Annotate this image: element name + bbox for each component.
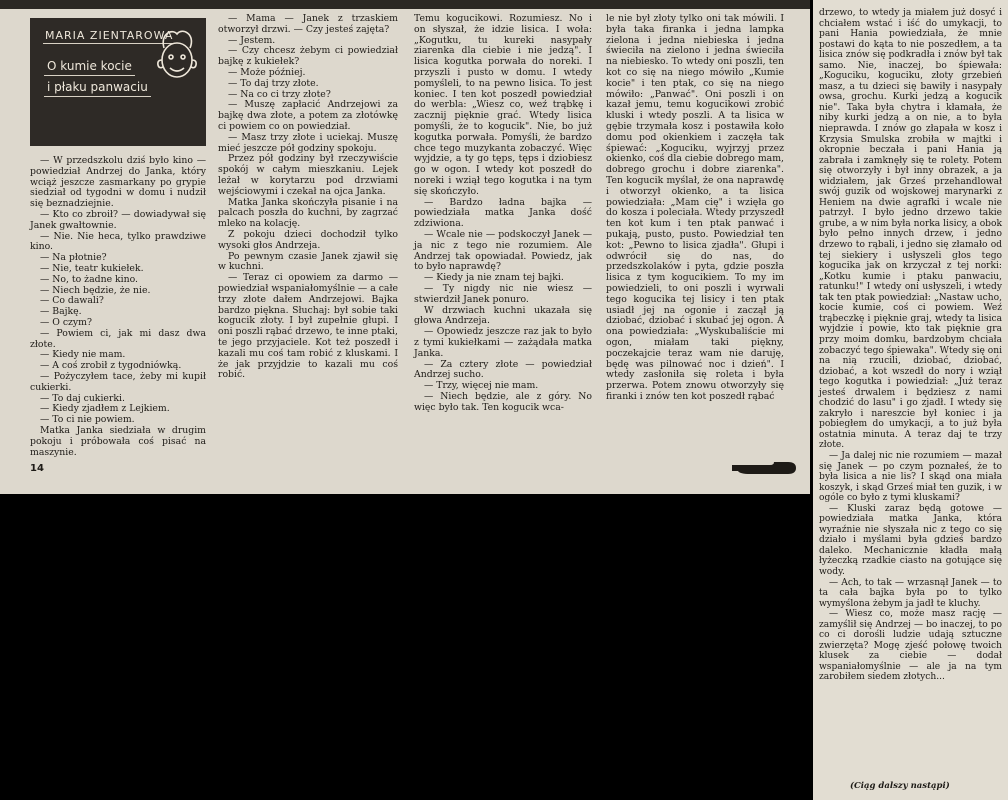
- paragraph: — Na co ci trzy złote?: [228, 88, 331, 100]
- paragraph: — A coś zrobił z tygodniówką.: [40, 360, 182, 372]
- title-box: [30, 18, 206, 146]
- paragraph: — Nie, teatr kukiełek.: [40, 262, 144, 274]
- paragraph: Z pokoju dzieci dochodził tylko wysoki głos Andrzeja.: [218, 228, 398, 251]
- paragraph: — Niech będzie, że nie.: [40, 284, 151, 296]
- paragraph: — Jestem.: [228, 34, 276, 46]
- face-drawing-icon: [152, 24, 202, 88]
- paragraph: — No, to żadne kino.: [40, 273, 139, 285]
- text-column-3: [414, 14, 592, 413]
- text-column-2: [218, 14, 398, 381]
- top-rule: [0, 0, 810, 9]
- author-name: MARIA ZIENTAROWA: [45, 29, 174, 42]
- paragraph: — Masz trzy złote i uciekaj. Muszę mieć jeszcze pół godziny spokoju.: [218, 131, 398, 154]
- paragraph: — Może później.: [228, 66, 306, 78]
- paragraph: — Niech będzie, ale z góry. No więc było tak. Ten kogucik wca-: [414, 390, 592, 413]
- paragraph: le nie był złoty tylko oni tak mówili. I była taka firanka i jedna lampka zielona i jedna niebieska i jedna świeciła na zielono i jedna świeciła na niebiesko. To wtedy oni poszli, ten kot co się na niego mówiło „Kumie kocie" i ten ptak, co się na niego mówiło: „Panwać". Oni poszli i on kazał jemu, temu kogucikowi zrobić kluski i wtedy poszli. A ta lisica w gębie trzymała kosz i postawiła koło domu pod okienkiem i zaczęła tak śpiewać: „Koguciku, wyjrzyj przez okienko, coś dla ciebie dobrego mam, dobrego grochu i dobre ziarenka". Ten kogucik myślał, że ona naprawdę i otworzył okienko, a ta lisica powiedziała: „Mam cię" i wzięła go do kosza i poleciała. Wtedy przyszedł ten kot kum i ten ptak panwać i pukają, pusto, pusto. Powiedział ten kot: „Pewno to lisica zjadła". Głupi i odwrócił się do nas, do przedszkolaków i pyta, gdzie poszła lisica z tym kogucikiem. To my im powiedzieli, to oni poszli i wyrwali tego kogucika tej lisicy i ten ptak usiadł jej na ogonie i zaczął ją dziobać, dziobać i skubać jej ogon. A ona powiedziała: „Wyskubaliście mi ogon, miałam taki piękny, poczekajcie teraz wam nie daruję, będę was pilnować noc i dzień". I wtedy zasłoniła się roleta i była przerwa. Potem znowu otworzyły się firanki i znów ten kot poszedł rąbać: [606, 13, 784, 402]
- story-title-line2: i płaku panwaciu: [44, 79, 151, 97]
- paragraph: — Kiedy nie mam.: [40, 349, 126, 361]
- paragraph: — Bardzo ładna bajka — powiedziała matka Janka dość zdziwiona.: [414, 196, 592, 230]
- paragraph: — Kiedy ja nie znam tej bajki.: [424, 272, 564, 284]
- text-column-5: [819, 8, 1002, 683]
- paragraph: Matka Janka skończyła pisanie i na palcach poszła do kuchni, by zagrzać mleko na kolację.: [218, 196, 398, 230]
- paragraph: — Bajkę.: [40, 306, 82, 318]
- paragraph: — Czy chcesz żebym ci powiedział bajkę z kukiełek?: [218, 45, 398, 68]
- paragraph: — W przedszkolu dziś było kino — powiedział Andrzej do Janka, który wciąż jeszcze zasmarkany po grypie siedział od tygodni w domu i nudził się beznadziejnie.: [30, 155, 206, 210]
- paragraph: — Na płotnie?: [40, 252, 107, 264]
- paragraph: Po pewnym czasie Janek zjawił się w kuchni.: [218, 250, 398, 273]
- paragraph: — Opowiedz jeszcze raz jak to było z tymi kukiełkami — zażądała matka Janka.: [414, 326, 592, 359]
- paragraph: — Co dawali?: [40, 295, 104, 307]
- paragraph: — Ach, to tak — wrzasnął Janek — to ta cała bajka była po to tylko wymyślona żebym ja jadł te kluchy.: [819, 577, 1002, 609]
- paragraph: Przez pół godziny był rzeczywiście spokój w całym mieszkaniu. Lejek leżał w korytarzu pod drzwiami wejściowymi i czekał na ojca Janka.: [218, 153, 398, 197]
- text-column-4: [606, 14, 784, 403]
- paragraph: — Ty nigdy nic nie wiesz — stwierdził Janek ponuro.: [414, 282, 592, 305]
- paragraph: — Pożyczyłem tace, żeby mi kupił cukierki.: [30, 370, 206, 393]
- paragraph: — Za cztery złote — powiedział Andrzej sucho.: [414, 358, 592, 381]
- paragraph: drzewo, to wtedy ja miałem już dosyć i chciałem wstać i iść do umykacji, to pani Hania powiedziała, że mnie postawi do kąta to nie poszedłem, a ta lisica znów się podkradła i znów był tak samo. Nie, inaczej, bo śpiewała: „Koguciku, koguciku, złoty grzebień masz, a tu dzieci się bawiły i nasypały owsa, grochu. Kurki jedzą a kogucik nie". Taka była chytra i kłamała, że niby kurki jedzą a on nie, a to była nieprawda. I znów go złapała w kosz i Krzysia Smulska zrobiła w majtki i okropnie beczała i pani Hania ją zabrała i zamknęły się te rolety. Potem się otworzyły i był inny obrazek, a ja widziałem, jak Grześ przehandlował swój guzik od wojskowej marynarki z Heniem na dwie agrafki i wcale nie patrzył. I było jedno drzewo takie grube, a w nim była norka lisicy, a obok było pełno innych drzew, i jedno drzewo to rąbali, i jedno się złamało od tej siekiery i usłyszeli głos tego kogucika jak on krzyczał z tej norki: „Kotku kumie i ptaku panwaciu, ratunku!" I wtedy oni usłyszeli, i wtedy tak ten ptak powiedział: „Nastaw ucho, kocie kumie, coś ci powiem. Weź trąbeczkę i pięknie graj, wtedy ta lisica wyjdzie i powie, kto tak pięknie gra przy moim domku, bardzobym chciała zobaczyć tego śpiewaka". Wtedy się oni na nią rzucili, dziobać, dziobać, dziobać, a kot wszedł do nory i wziął tego kogutka i powiedział: „Już teraz jesteś drwalem i będziesz z nami chodzić do lasu" i go zjadł. I wtedy się zakryło i nareszcie był koniec i ja pobiegłem do umykacji, a to już była ostatnia minuta. A teraz daj te trzy złote.: [819, 8, 1002, 451]
- paragraph: — To ci nie powiem.: [40, 414, 135, 426]
- paragraph: Matka Janka siedziała w drugim pokoju i próbowała coś pisać na maszynie.: [30, 424, 206, 458]
- page-number: 14: [30, 463, 44, 474]
- paragraph: Temu kogucikowi. Rozumiesz. No i on słyszał, że idzie lisica. I woła: „Kogutku, tu kureki nasypały ziarenka dla ciebie i nie jedzą". I lisica kogutka porwała do noreki. I przyszli i pusto w domu. I wtedy pomyśleli, to na pewno lisica. To jest koniec. I ten kot poszedł powiedział do werbla: „Wiesz co, weź trąbkę i zacznij pięknie grać. Wtedy lisica pomyśli, że to kogucik". Nie, bo już kogutka porwała. Pomyśli, że bardzo chce tego muzykanta zobaczyć. Więc wyjdzie, a ty go tęps, tęps i dziobiesz go w ogon. I wtedy kot poszedł do noreki i wziął tego kogutka i na tym się skończyło.: [414, 13, 592, 197]
- paragraph: — To daj cukierki.: [40, 392, 125, 404]
- paragraph: — Teraz ci opowiem za darmo — powiedział wspaniałomyślnie — a całe trzy złote dałem Andrzejowi. Bajka bardzo piękna. Słuchaj: był sobie taki kogucik złoty. I był zupełnie głupi. I oni poszli rąbać drzewo, te inne ptaki, te jego przyjaciele. Kot też poszedł i kazali mu coś tam robić z kluskami. I że jak przyjdzie to kazali mu coś robić.: [218, 272, 398, 381]
- paragraph: — O czym?: [40, 316, 92, 328]
- paragraph: — Wcale nie — podskoczył Janek — ja nic z tego nie rozumiem. Ale Andrzej tak opowiadał. Powiedz, jak to było naprawdę?: [414, 228, 592, 273]
- story-title-line1: O kumie kocie: [44, 58, 135, 76]
- pointing-hand-icon: [730, 458, 798, 478]
- paragraph: — Trzy, więcej nie mam.: [424, 380, 539, 392]
- paragraph: — Muszę zapłacić Andrzejowi za bajkę dwa złote, a potem za złotówkę ci powiem co on powiedział.: [218, 99, 398, 132]
- paragraph: — To daj trzy złote.: [228, 77, 319, 89]
- continued-note: (Ciąg dalszy nastąpi): [850, 781, 950, 791]
- magazine-page-left: [0, 0, 810, 494]
- paragraph: W drzwiach kuchni ukazała się głowa Andrzeja.: [414, 304, 592, 327]
- paragraph: — Nie. Nie heca, tylko prawdziwe kino.: [30, 230, 206, 253]
- paragraph: — Mama — Janek z trzaskiem otworzył drzwi. — Czy jesteś zajęta?: [218, 13, 398, 35]
- paragraph: — Kto co zbroił? — dowiadywał się Janek gwałtownie.: [30, 208, 206, 231]
- paragraph: — Kiedy zjadłem z Lejkiem.: [40, 403, 170, 415]
- text-column-1: [30, 156, 206, 458]
- paragraph: — Powiem ci, jak mi dasz dwa złote.: [30, 327, 206, 350]
- paragraph: — Wiesz co, może masz rację — zamyślił się Andrzej — bo inaczej, to po co ci dorośli ludzie udają sztuczne zwierzęta? Mogę zjeść połowę twoich klusek za ciebie — dodał wspaniałomyślnie — ale ja na tym zarobiłem siedem złotych...: [819, 609, 1002, 683]
- story-title: [44, 58, 151, 100]
- paragraph: — Kluski zaraz będą gotowe — powiedziała matka Janka, która wyraźnie nie słyszała nic z tego co się działo i myślami była gdzieś bardzo daleko. Mechanicznie kładła małą łyżeczką rzadkie ciasto na gotujące się wody.: [819, 503, 1002, 577]
- paragraph: — Ja dalej nic nie rozumiem — mazał się Janek — po czym poznałeś, że to była lisica a nie lis? I skąd ona miała koszyk, i skąd Grześ miał ten guzik, i w ogóle co było z tymi kluskami?: [819, 450, 1002, 504]
